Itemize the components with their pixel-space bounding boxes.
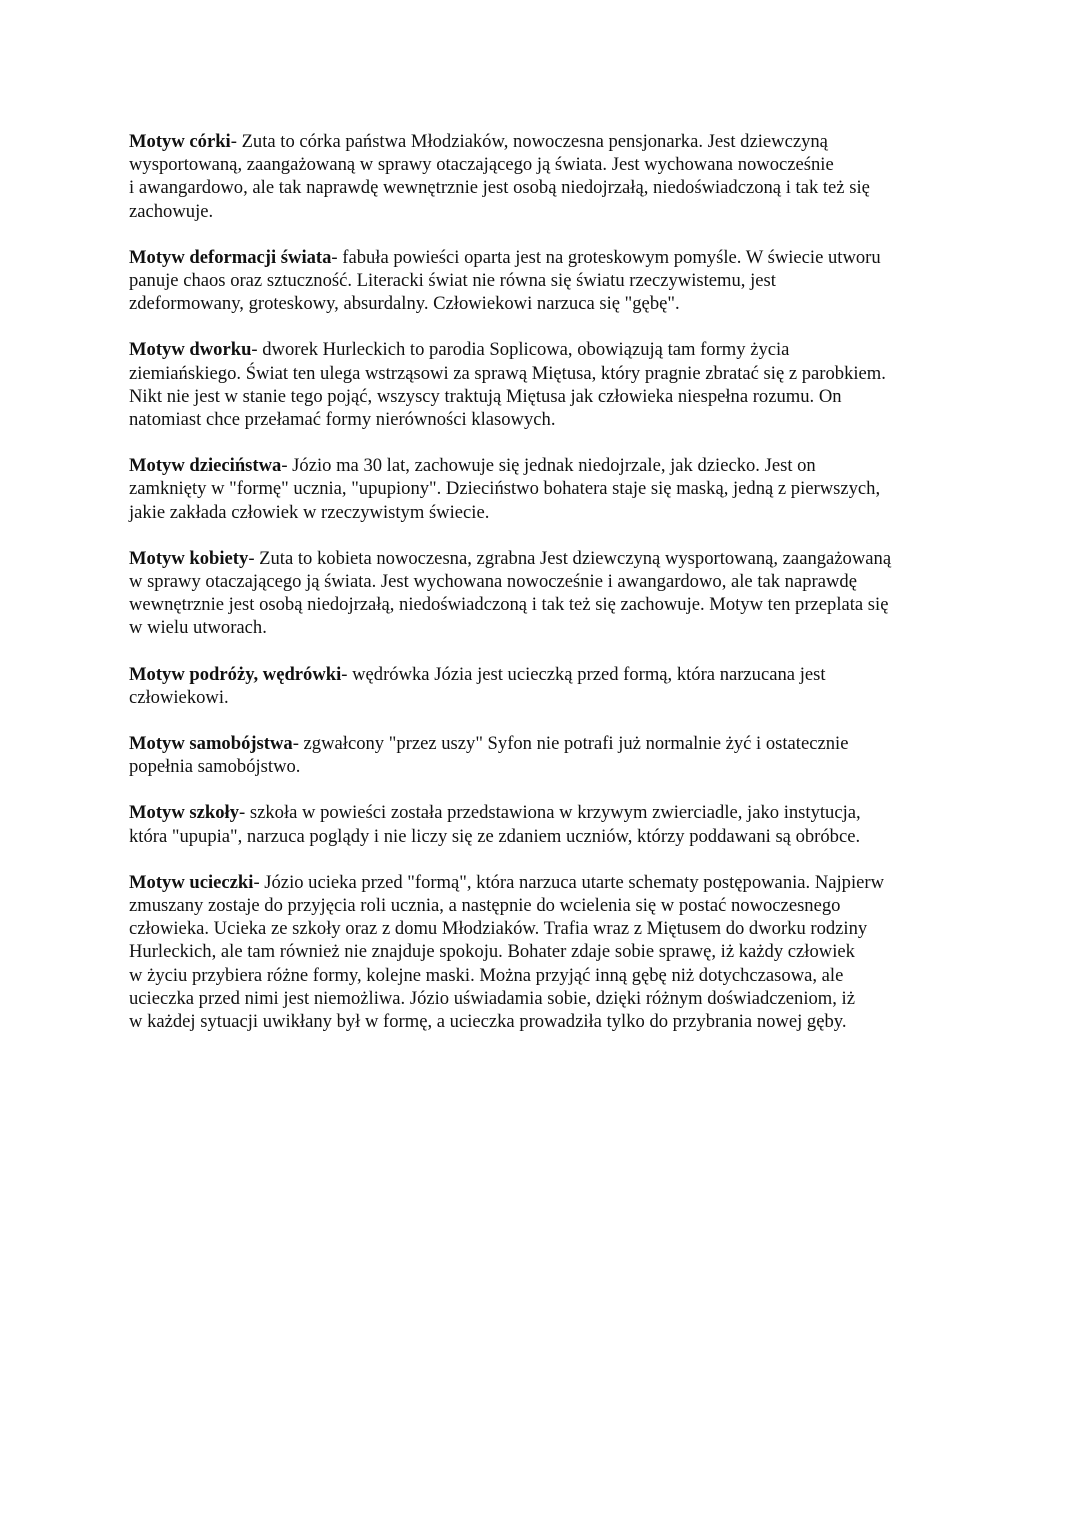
motif-text-line: panuje chaos oraz sztuczność. Literacki świat nie równa się światu rzeczywistemu, jest (129, 270, 776, 292)
motif-title: Motyw samobójstwa (129, 733, 293, 755)
motif-text-line: zdeformowany, groteskowy, absurdalny. Człowiekowi narzuca się "gębę". (129, 293, 680, 315)
motif-title: Motyw córki (129, 131, 231, 152)
motif-text-line: - Zuta to córka państwa Młodziaków, nowoczesna pensjonarka. Jest dziewczyną (230, 131, 828, 152)
motif-text-line: w życiu przybiera różne formy, kolejne maski. Można przyjąć inną gębę niż dotychczasowa, ale (129, 964, 844, 986)
motif-text-line: popełnia samobójstwo. (129, 756, 301, 778)
motif-title: Motyw deformacji świata (129, 246, 332, 268)
motif-paragraph-dziecinstwa (129, 454, 949, 524)
motif-text-line: w sprawy otaczającego ją świata. Jest wychowana nowocześnie i awangardowo, ale tak naprawdę (129, 571, 857, 593)
document-body (129, 130, 949, 1056)
motif-text-line: zachowuje. (129, 200, 214, 222)
motif-text-line: w wielu utworach. (129, 617, 267, 639)
motif-text-line: jakie zakłada człowiek w rzeczywistym świecie. (129, 501, 490, 523)
motif-text-line: - szkoła w powieści została przedstawiona w krzywym zwierciadle, jako instytucja, (239, 802, 861, 824)
motif-paragraph-ucieczki (129, 871, 949, 1033)
motif-text-line: zamknięty w "formę" ucznia, "upupiony". Dzieciństwo bohatera staje się maską, jedną z pierwszych, (129, 478, 881, 500)
motif-title: Motyw dworku (129, 339, 252, 361)
motif-title: Motyw ucieczki (129, 871, 254, 893)
motif-title: Motyw podróży, wędrówki (129, 663, 342, 685)
motif-paragraph-deformacji-swiata (129, 246, 949, 316)
motif-text-line: - wędrówka Józia jest ucieczką przed formą, która narzucana jest (341, 663, 826, 685)
motif-paragraph-szkoly (129, 801, 949, 847)
motif-text-line: Hurleckich, ale tam również nie znajduje spokoju. Bohater zdaje sobie sprawę, iż każdy człowiek (129, 941, 855, 963)
motif-text-line: - zgwałcony "przez uszy" Syfon nie potrafi już normalnie żyć i ostatecznie (292, 733, 849, 755)
motif-text-line: Nikt nie jest w stanie tego pojąć, wszyscy traktują Miętusa jak człowieka niespełna rozumu. On (129, 385, 842, 407)
motif-text-line: ziemiańskiego. Świat ten ulega wstrząsowi za sprawą Miętusa, który pragnie zbratać się z parobkiem. (129, 362, 886, 384)
motif-title: Motyw szkoły (129, 802, 240, 824)
motif-paragraph-samobojstwa (129, 732, 949, 778)
motif-text-line: - Józio ma 30 lat, zachowuje się jednak niedojrzale, jak dziecko. Jest on (281, 455, 816, 477)
motif-text-line: człowieka. Ucieka ze szkoły oraz z domu Młodziaków. Trafia wraz z Miętusem do dworku rodziny (129, 918, 868, 940)
motif-title: Motyw kobiety (129, 547, 249, 569)
motif-text-line: wysportowaną, zaangażowaną w sprawy otaczającego ją świata. Jest wychowana nowocześnie (129, 154, 834, 176)
motif-text-line: która "upupia", narzuca poglądy i nie liczy się ze zdaniem uczniów, którzy poddawani są obróbce. (129, 825, 861, 847)
motif-text-line: - fabuła powieści oparta jest na groteskowym pomyśle. W świecie utworu (331, 246, 881, 268)
motif-text-line: natomiast chce przełamać formy nierówności klasowych. (129, 409, 556, 431)
motif-paragraph-dworku (129, 338, 949, 431)
motif-text-line: - Józio ucieka przed "formą", która narzuca utarte schematy postępowania. Najpierw (253, 871, 885, 893)
motif-title: Motyw dzieciństwa (129, 455, 282, 477)
motif-text-line: wewnętrznie jest osobą niedojrzałą, niedoświadczoną i tak też się zachowuje. Motyw ten przeplata się (129, 594, 889, 616)
motif-text-line: ucieczka przed nimi jest niemożliwa. Józio uświadamia sobie, dzięki różnym doświadczeniom, iż (129, 987, 855, 1009)
motif-text-line: zmuszany zostaje do przyjęcia roli ucznia, a następnie do wcielenia się w postać nowoczesnego (129, 895, 841, 917)
motif-paragraph-kobiety (129, 547, 949, 640)
motif-paragraph-podrozy-wedrowki (129, 663, 949, 709)
motif-text-line: - Zuta to kobieta nowoczesna, zgrabna Jest dziewczyną wysportowaną, zaangażowaną (248, 547, 892, 569)
motif-text-line: - dworek Hurleckich to parodia Soplicowa, obowiązują tam formy życia (251, 339, 790, 361)
motif-text-line: człowiekowi. (129, 686, 229, 708)
motif-text-line: i awangardowo, ale tak naprawdę wewnętrznie jest osobą niedojrzałą, niedoświadczoną i tak też się (129, 177, 870, 199)
motif-text-line: w każdej sytuacji uwikłany był w formę, a ucieczka prowadziła tylko do przybrania nowej gęby. (129, 1011, 847, 1033)
motif-paragraph-corki (129, 130, 949, 223)
